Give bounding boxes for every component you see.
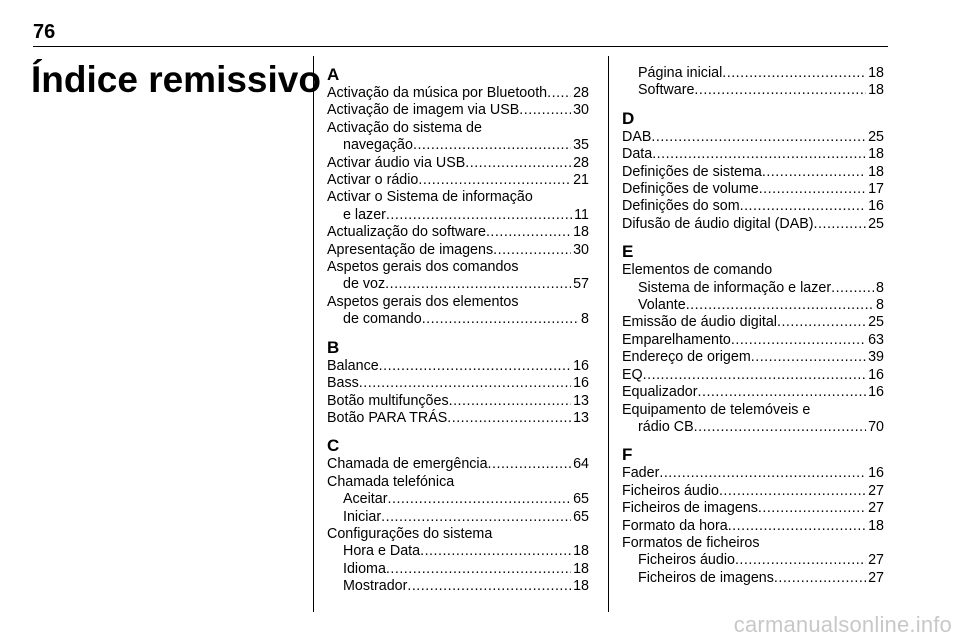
- entry-page-number: 18: [868, 517, 884, 534]
- index-subentry[interactable]: [327, 311, 589, 328]
- index-heading: Chamada telefónica: [327, 473, 455, 490]
- dot-leader: [686, 297, 874, 314]
- index-entry[interactable]: [622, 181, 884, 198]
- dot-leader: [422, 311, 579, 328]
- entry-label: de voz: [343, 276, 386, 293]
- page-number: 76: [33, 21, 56, 43]
- index-letter: C: [327, 436, 340, 456]
- entry-page-number: 28: [573, 85, 589, 101]
- dot-leader: [694, 419, 866, 436]
- entry-label: Chamada de emergência: [327, 456, 488, 473]
- dot-leader: [740, 198, 866, 215]
- dot-leader: [698, 384, 867, 401]
- entry-page-number: 16: [573, 357, 589, 374]
- entry-label: Ficheiros de imagens: [638, 569, 774, 586]
- dot-leader: [731, 332, 866, 349]
- index-subentry[interactable]: [327, 578, 589, 595]
- page-title: Índice remissivo: [31, 59, 321, 100]
- dot-leader: [651, 129, 866, 146]
- index-entry[interactable]: [327, 242, 589, 259]
- entry-label: Ficheiros áudio: [638, 552, 735, 569]
- dot-leader: [420, 543, 571, 560]
- index-entry[interactable]: [622, 518, 884, 535]
- index-entry[interactable]: [622, 129, 884, 146]
- dot-leader: [643, 367, 866, 384]
- entry-label: Software: [638, 82, 695, 99]
- entry-page-number: 35: [573, 137, 589, 154]
- entry-page-number: 25: [868, 128, 884, 145]
- entry-page-number: 70: [868, 418, 884, 435]
- dot-leader: [751, 349, 866, 366]
- entry-page-number: 11: [574, 206, 589, 223]
- index-column-2: [622, 65, 884, 587]
- dot-leader: [758, 500, 866, 517]
- index-entry[interactable]: [327, 172, 589, 189]
- index-subentry[interactable]: [622, 570, 884, 587]
- index-heading: Elementos de comando: [622, 262, 773, 279]
- index-entry[interactable]: [327, 410, 589, 427]
- entry-label: Difusão de áudio digital (DAB): [622, 215, 814, 232]
- dot-leader: [359, 375, 571, 392]
- dot-leader: [407, 578, 571, 595]
- entry-page-number: 18: [573, 560, 589, 577]
- entry-label: Bass: [327, 375, 359, 392]
- entry-label: Página inicial: [638, 65, 723, 81]
- entry-label: e lazer: [343, 206, 386, 223]
- header-rule: [33, 46, 888, 47]
- dot-leader: [735, 552, 866, 569]
- entry-page-number: 28: [573, 154, 589, 171]
- index-entry[interactable]: [622, 314, 884, 331]
- dot-leader: [486, 224, 571, 241]
- entry-page-number: 65: [573, 508, 589, 525]
- entry-label: Definições de volume: [622, 181, 759, 198]
- entry-page-number: 27: [868, 552, 884, 569]
- entry-label: Sistema de informação e lazer: [638, 279, 832, 296]
- dot-leader: [547, 85, 571, 102]
- entry-label: Actualização do software: [327, 224, 486, 241]
- entry-page-number: 65: [573, 491, 589, 508]
- index-entry[interactable]: [622, 198, 884, 215]
- entry-page-number: 27: [868, 500, 884, 517]
- dot-leader: [413, 137, 571, 154]
- index-entry[interactable]: [327, 393, 589, 410]
- entry-label: DAB: [622, 128, 652, 145]
- entry-page-number: 30: [573, 102, 589, 119]
- entry-page-number: 21: [573, 172, 589, 189]
- dot-leader: [386, 561, 571, 578]
- column-divider-left: [313, 56, 314, 612]
- dot-leader: [652, 146, 866, 163]
- dot-leader: [831, 280, 874, 297]
- entry-label: Aceitar: [343, 491, 388, 508]
- entry-label: Endereço de origem: [622, 349, 751, 366]
- entry-page-number: 18: [868, 146, 884, 163]
- entry-page-number: 17: [868, 181, 884, 198]
- entry-label: Apresentação de imagens: [327, 241, 494, 258]
- index-letter: D: [622, 108, 635, 128]
- entry-page-number: 25: [868, 215, 884, 232]
- index-heading: Aspetos gerais dos comandos: [327, 259, 519, 276]
- dot-leader: [493, 242, 571, 259]
- entry-label: Botão PARA TRÁS: [327, 409, 448, 426]
- entry-label: Activação de imagem via USB: [327, 102, 520, 119]
- entry-label: Ficheiros de imagens: [622, 500, 758, 517]
- index-subentry[interactable]: [327, 561, 589, 578]
- entry-page-number: 8: [876, 279, 884, 296]
- entry-label: Activação da música por Bluetooth: [327, 85, 548, 101]
- watermark: carmanualsonline.info: [733, 612, 952, 637]
- dot-leader: [659, 465, 866, 482]
- entry-page-number: 18: [868, 163, 884, 180]
- dot-leader: [694, 82, 866, 99]
- index-entry[interactable]: [327, 358, 589, 375]
- index-column-1: [327, 65, 589, 596]
- entry-page-number: 30: [573, 241, 589, 258]
- column-divider-right: [608, 56, 609, 612]
- index-heading: Activar o Sistema de informação: [327, 189, 533, 206]
- entry-page-number: 16: [573, 375, 589, 392]
- index-letter: B: [327, 337, 340, 357]
- index-entry[interactable]: [327, 456, 589, 473]
- index-subentry[interactable]: [327, 137, 589, 154]
- entry-page-number: 25: [868, 314, 884, 331]
- dot-leader: [814, 216, 867, 233]
- entry-label: Iniciar: [343, 508, 382, 525]
- entry-page-number: 27: [868, 569, 884, 586]
- index-heading: Activação do sistema de: [327, 119, 482, 136]
- index-heading: Aspetos gerais dos elementos: [327, 293, 519, 310]
- entry-label: Hora e Data: [343, 543, 421, 560]
- entry-label: Activar o rádio: [327, 172, 419, 189]
- entry-page-number: 8: [581, 311, 589, 328]
- entry-page-number: 27: [868, 482, 884, 499]
- index-entry[interactable]: [622, 332, 884, 349]
- dot-leader: [777, 314, 866, 331]
- index-entry[interactable]: [622, 483, 884, 500]
- index-subentry[interactable]: [622, 82, 884, 99]
- entry-page-number: 18: [573, 543, 589, 560]
- entry-page-number: 13: [573, 409, 589, 426]
- index-entry[interactable]: [622, 146, 884, 163]
- dot-leader: [449, 393, 572, 410]
- dot-leader: [774, 570, 866, 587]
- entry-page-number: 63: [868, 331, 884, 348]
- index-entry[interactable]: [327, 224, 589, 241]
- index-entry[interactable]: [622, 367, 884, 384]
- entry-label: Mostrador: [343, 578, 408, 595]
- index-heading: Formatos de ficheiros: [622, 534, 760, 551]
- index-subentry[interactable]: [327, 276, 589, 293]
- entry-page-number: 64: [573, 456, 589, 473]
- index-letter: E: [622, 242, 634, 262]
- dot-leader: [759, 181, 866, 198]
- entry-label: Activar áudio via USB: [327, 154, 466, 171]
- entry-label: Volante: [638, 297, 686, 314]
- index-subentry[interactable]: [622, 552, 884, 569]
- entry-label: EQ: [622, 366, 643, 383]
- dot-leader: [762, 164, 866, 181]
- entry-page-number: 57: [573, 276, 589, 293]
- entry-label: Emissão de áudio digital: [622, 314, 777, 331]
- dot-leader: [465, 155, 571, 172]
- entry-page-number: 8: [876, 297, 884, 314]
- entry-page-number: 13: [573, 392, 589, 409]
- entry-label: Definições de sistema: [622, 163, 762, 180]
- entry-page-number: 16: [868, 465, 884, 482]
- index-subentry[interactable]: [622, 297, 884, 314]
- dot-leader: [719, 483, 866, 500]
- dot-leader: [388, 491, 572, 508]
- entry-page-number: 16: [868, 366, 884, 383]
- index-heading: Equipamento de telemóveis e: [622, 401, 811, 418]
- index-subentry[interactable]: [327, 207, 589, 224]
- entry-label: Fader: [622, 465, 660, 482]
- index-heading: Configurações do sistema: [327, 525, 493, 542]
- entry-page-number: 18: [868, 65, 884, 81]
- index-entry[interactable]: [327, 85, 589, 102]
- dot-leader: [381, 509, 571, 526]
- entry-label: rádio CB: [638, 418, 694, 435]
- dot-leader: [385, 276, 571, 293]
- entry-page-number: 18: [868, 82, 884, 99]
- dot-leader: [488, 456, 572, 473]
- index-entry[interactable]: [327, 102, 589, 119]
- index-entry[interactable]: [327, 155, 589, 172]
- entry-label: Botão multifunções: [327, 392, 449, 409]
- entry-page-number: 18: [573, 224, 589, 241]
- dot-leader: [722, 65, 866, 82]
- index-subentry[interactable]: [622, 419, 884, 436]
- entry-label: Balance: [327, 357, 379, 374]
- entry-label: de comando: [343, 311, 422, 328]
- dot-leader: [728, 518, 866, 535]
- entry-label: Idioma: [343, 560, 386, 577]
- entry-label: navegação: [343, 137, 413, 154]
- entry-label: Definições do som: [622, 198, 740, 215]
- entry-label: Data: [622, 146, 653, 163]
- index-subentry[interactable]: [327, 509, 589, 526]
- index-entry[interactable]: [622, 384, 884, 401]
- index-entry[interactable]: [622, 164, 884, 181]
- index-entry[interactable]: [622, 465, 884, 482]
- entry-label: Formato da hora: [622, 517, 728, 534]
- dot-leader: [379, 358, 571, 375]
- index-subentry[interactable]: [622, 280, 884, 297]
- entry-label: Ficheiros áudio: [622, 482, 719, 499]
- entry-page-number: 39: [868, 349, 884, 366]
- dot-leader: [386, 207, 572, 224]
- index-subentry[interactable]: [622, 65, 884, 82]
- entry-page-number: 16: [868, 198, 884, 215]
- index-letter: A: [327, 65, 340, 84]
- index-subentry[interactable]: [327, 543, 589, 560]
- index-entry[interactable]: [622, 349, 884, 366]
- entry-page-number: 16: [868, 384, 884, 401]
- index-entry[interactable]: [327, 375, 589, 392]
- dot-leader: [519, 102, 571, 119]
- index-letter: F: [622, 445, 633, 465]
- entry-label: Equalizador: [622, 384, 698, 401]
- dot-leader: [447, 410, 571, 427]
- index-subentry[interactable]: [327, 491, 589, 508]
- entry-page-number: 18: [573, 578, 589, 595]
- dot-leader: [418, 172, 571, 189]
- index-entry[interactable]: [622, 500, 884, 517]
- index-entry[interactable]: [622, 216, 884, 233]
- entry-label: Emparelhamento: [622, 331, 731, 348]
